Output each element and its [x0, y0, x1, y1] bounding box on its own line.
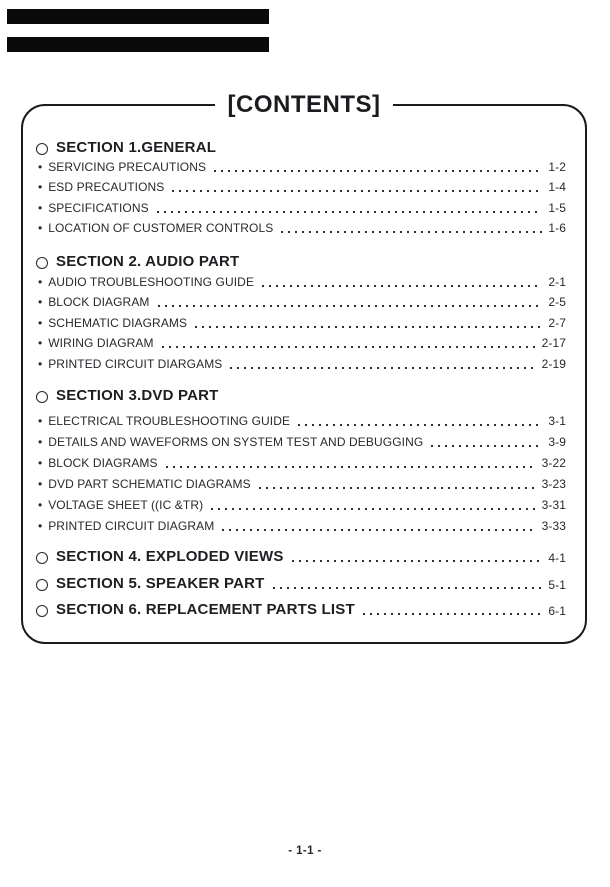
dotted-leader — [211, 508, 535, 510]
contents-title — [23, 87, 585, 123]
page-number: 3-1 — [548, 414, 566, 428]
toc-item-row — [38, 357, 566, 371]
dotted-leader — [157, 211, 543, 213]
page-number: 1-6 — [548, 221, 566, 235]
dot-bullet-icon: • — [38, 160, 43, 174]
dotted-leader — [273, 587, 543, 589]
toc-item-label: SERVICING PRECAUTIONS — [48, 160, 207, 174]
dot-bullet-icon: • — [38, 275, 43, 289]
dotted-leader — [195, 326, 542, 328]
dot-bullet-icon: • — [38, 180, 43, 194]
page-number: 2-19 — [541, 357, 566, 371]
toc-item-label: ELECTRICAL TROUBLESHOOTING GUIDE — [48, 414, 291, 428]
dot-bullet-icon: • — [38, 201, 43, 215]
section-header — [36, 576, 566, 592]
section-label: SECTION 5. SPEAKER PART — [56, 575, 265, 592]
toc-item-label: PRINTED CIRCUIT DIAGRAM — [48, 519, 215, 533]
footer-page-number: - 1-1 - — [288, 845, 322, 857]
section-header — [36, 388, 566, 404]
circle-bullet-icon — [36, 552, 48, 564]
dot-bullet-icon: • — [38, 316, 43, 330]
toc-item-label: BLOCK DIAGRAMS — [48, 456, 158, 470]
toc-item-row — [38, 295, 566, 309]
toc-item-label: DETAILS AND WAVEFORMS ON SYSTEM TEST AND DEBUGGING — [48, 435, 424, 449]
toc-item-label: SPECIFICATIONS — [48, 201, 149, 215]
dot-bullet-icon: • — [38, 498, 43, 512]
toc-item-row — [38, 221, 566, 235]
dotted-leader — [281, 231, 542, 233]
dot-bullet-icon: • — [38, 456, 43, 470]
dotted-leader — [298, 424, 542, 426]
page-number: 2-17 — [541, 336, 566, 350]
page-number: 2-5 — [548, 295, 566, 309]
dotted-leader — [166, 466, 536, 468]
page-number: 6-1 — [548, 604, 566, 618]
toc-item-label: LOCATION OF CUSTOMER CONTROLS — [48, 221, 274, 235]
page-number: 2-7 — [548, 316, 566, 330]
page-number: 4-1 — [548, 551, 566, 565]
toc-item-label: BLOCK DIAGRAM — [48, 295, 150, 309]
section-header — [36, 140, 566, 156]
dotted-leader — [214, 170, 542, 172]
redaction-bar — [7, 9, 269, 24]
section-header — [36, 254, 566, 270]
dotted-leader — [431, 445, 542, 447]
circle-bullet-icon — [36, 605, 48, 617]
contents-box — [21, 91, 587, 644]
dot-bullet-icon: • — [38, 477, 43, 491]
toc-item-row — [38, 456, 566, 470]
circle-bullet-icon — [36, 579, 48, 591]
dot-bullet-icon: • — [38, 519, 43, 533]
circle-bullet-icon — [36, 257, 48, 269]
redaction-bar — [7, 37, 269, 52]
circle-bullet-icon — [36, 143, 48, 155]
dotted-leader — [259, 487, 536, 489]
contents-title-text: [CONTENTS] — [215, 87, 394, 123]
toc-item-label: DVD PART SCHEMATIC DIAGRAMS — [48, 477, 251, 491]
toc-item-row — [38, 477, 566, 491]
toc-item-row — [38, 316, 566, 330]
dot-bullet-icon: • — [38, 357, 43, 371]
toc-item-row — [38, 519, 566, 533]
page-number: 3-23 — [541, 477, 566, 491]
page-number: 3-33 — [541, 519, 566, 533]
section-label: SECTION 4. EXPLODED VIEWS — [56, 548, 284, 565]
toc-item-label: ESD PRECAUTIONS — [48, 180, 165, 194]
toc-item-label: AUDIO TROUBLESHOOTING GUIDE — [48, 275, 255, 289]
section-header — [36, 602, 566, 618]
section-label: SECTION 6. REPLACEMENT PARTS LIST — [56, 601, 355, 618]
page-number: 5-1 — [548, 578, 566, 592]
dotted-leader — [158, 305, 543, 307]
dot-bullet-icon: • — [38, 336, 43, 350]
section-label: SECTION 1.GENERAL — [56, 139, 217, 156]
page-number: 3-9 — [548, 435, 566, 449]
section-label: SECTION 3.DVD PART — [56, 387, 219, 404]
toc-item-label: WIRING DIAGRAM — [48, 336, 154, 350]
page-number: 2-1 — [548, 275, 566, 289]
toc-item-row — [38, 435, 566, 449]
dotted-leader — [262, 285, 542, 287]
toc-item-row — [38, 275, 566, 289]
toc-item-row — [38, 498, 566, 512]
toc-item-row — [38, 201, 566, 215]
section-header — [36, 549, 566, 565]
dotted-leader — [292, 560, 543, 562]
dotted-leader — [230, 367, 535, 369]
section-label: SECTION 2. AUDIO PART — [56, 253, 240, 270]
toc-item-row — [38, 160, 566, 174]
toc-item-row — [38, 414, 566, 428]
dot-bullet-icon: • — [38, 414, 43, 428]
dot-bullet-icon: • — [38, 435, 43, 449]
page-number: 1-2 — [548, 160, 566, 174]
toc-item-label: PRINTED CIRCUIT DIARGAMS — [48, 357, 223, 371]
toc-item-row — [38, 336, 566, 350]
toc-item-row — [38, 180, 566, 194]
dot-bullet-icon: • — [38, 295, 43, 309]
dotted-leader — [222, 529, 535, 531]
page-number: 3-22 — [541, 456, 566, 470]
page-number: 1-4 — [548, 180, 566, 194]
dot-bullet-icon: • — [38, 221, 43, 235]
toc-item-label: SCHEMATIC DIAGRAMS — [48, 316, 188, 330]
dotted-leader — [172, 190, 542, 192]
toc-item-label: VOLTAGE SHEET ((IC &TR) — [48, 498, 204, 512]
page-number: 1-5 — [548, 201, 566, 215]
dotted-leader — [162, 346, 536, 348]
circle-bullet-icon — [36, 391, 48, 403]
page-number: 3-31 — [541, 498, 566, 512]
dotted-leader — [363, 613, 543, 615]
